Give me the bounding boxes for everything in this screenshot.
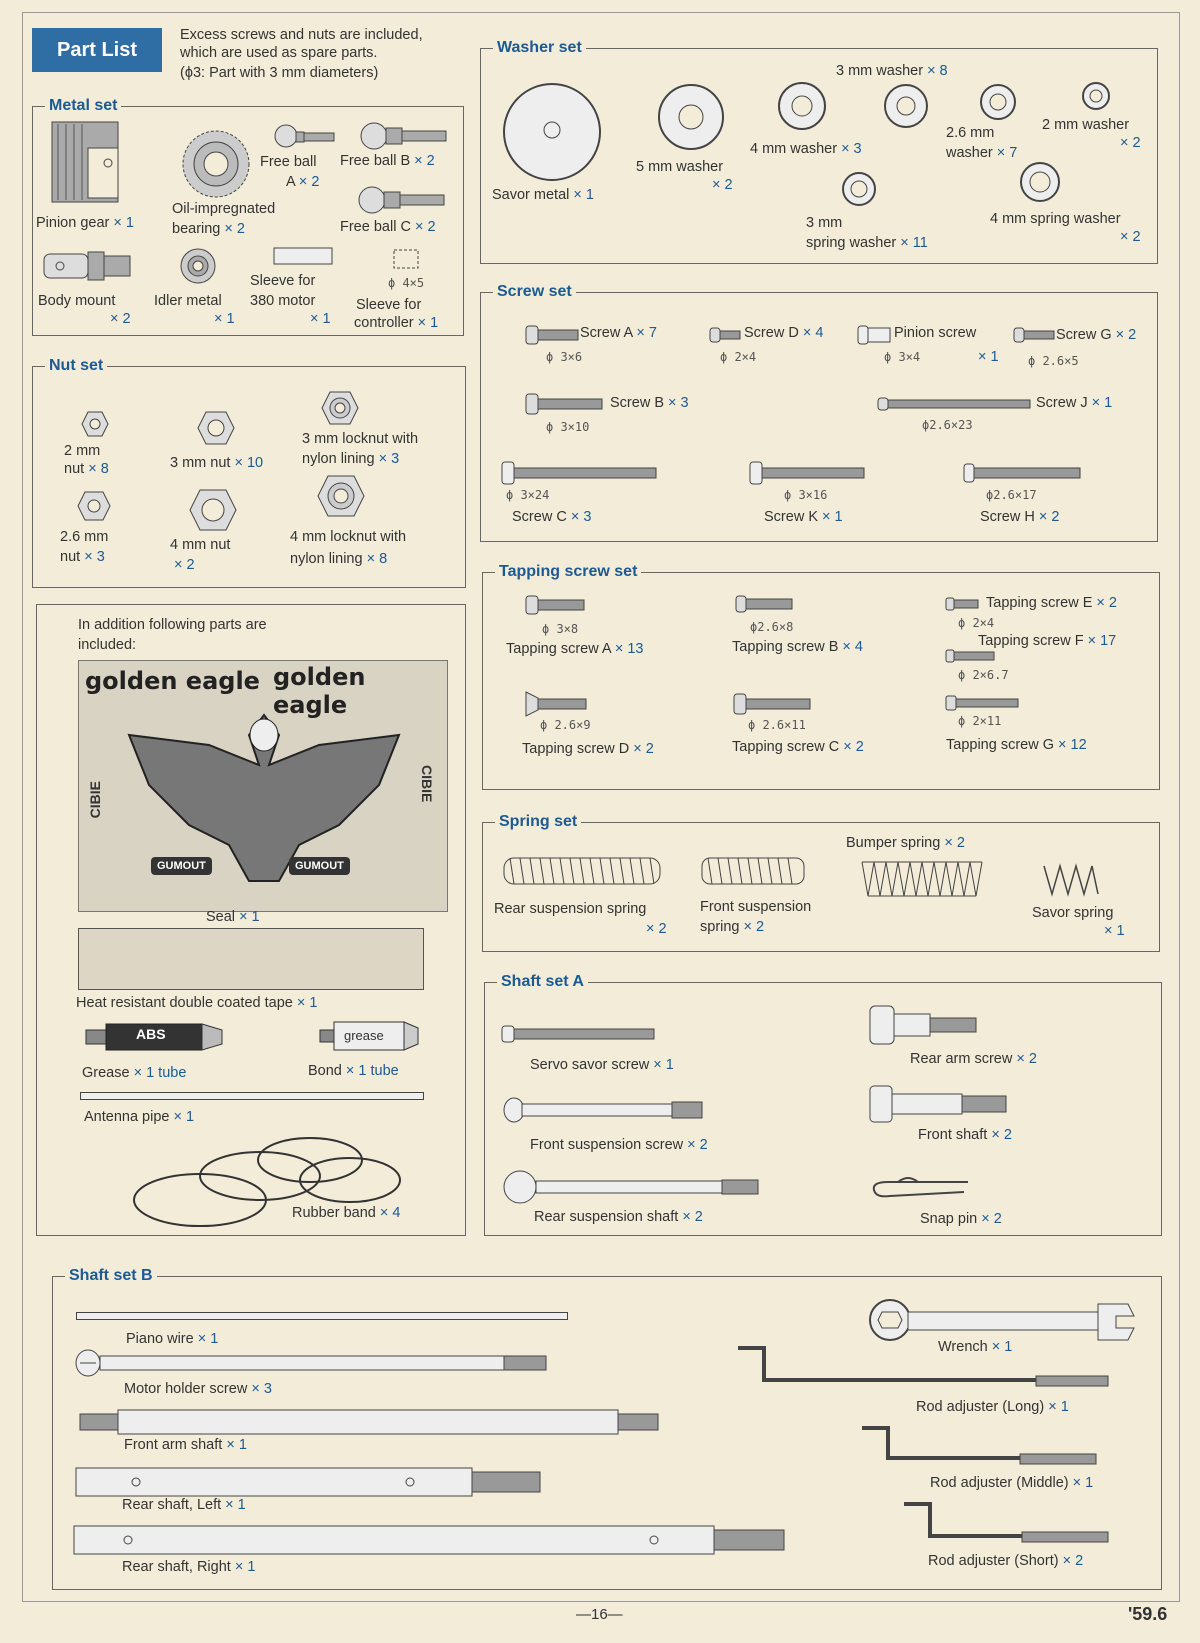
screw-d-icon <box>708 326 742 344</box>
tapping-c-label: Tapping screw C × 2 <box>732 739 864 755</box>
shaft-set-b-title: Shaft set B <box>65 1266 157 1286</box>
tapping-c-dim: ϕ 2.6×11 <box>748 718 806 732</box>
nut-2mm-label-2: nut × 8 <box>64 461 109 477</box>
piano-wire <box>76 1312 568 1320</box>
tapping-f-dim: ϕ 2×6.7 <box>958 668 1009 682</box>
nut-3mm-icon <box>196 410 236 446</box>
nut-26mm-icon <box>76 490 112 522</box>
front-arm-shaft-icon <box>78 1408 662 1436</box>
sleeve-380-qty: × 1 <box>310 311 331 327</box>
screw-b-dim: ϕ 3×10 <box>546 420 590 434</box>
screw-k-label: Screw K × 1 <box>764 509 843 525</box>
page-number: —16— <box>576 1606 623 1623</box>
seal-text-1: golden eagle <box>85 667 260 695</box>
servo-savor-screw-icon <box>500 1024 656 1044</box>
pinion-screw-icon <box>856 324 892 346</box>
tapping-b-label: Tapping screw B × 4 <box>732 639 863 655</box>
screw-a-label: Screw A × 7 <box>580 325 657 341</box>
idler-metal-qty: × 1 <box>214 311 235 327</box>
rod-adjuster-short-icon <box>902 1500 1112 1548</box>
part-list-badge: Part List <box>32 28 162 72</box>
screw-c-label: Screw C × 3 <box>512 509 592 525</box>
seal-brand-right: CIBIE <box>419 765 435 803</box>
free-ball-c-label: Free ball C × 2 <box>340 219 436 235</box>
rod-adjuster-long-label: Rod adjuster (Long) × 1 <box>916 1399 1069 1415</box>
savor-spring-label: Savor spring <box>1032 905 1114 921</box>
screw-g-dim: ϕ 2.6×5 <box>1028 354 1079 368</box>
spring-washer-4mm-label: 4 mm spring washer <box>990 211 1121 227</box>
tapping-d-label: Tapping screw D × 2 <box>522 741 654 757</box>
tapping-e-label: Tapping screw E × 2 <box>986 595 1117 611</box>
rear-shaft-left-icon <box>74 1466 544 1498</box>
locknut-4mm-label-2: nylon lining × 8 <box>290 551 388 567</box>
bond-label: Bond × 1 tube <box>308 1063 399 1079</box>
screw-b-icon <box>524 392 604 416</box>
locknut-3mm-label-2: nylon lining × 3 <box>302 451 400 467</box>
tapping-g-icon <box>944 694 1022 712</box>
sleeve-controller-label-1: Sleeve for <box>356 297 422 313</box>
front-suspension-screw-label: Front suspension screw × 2 <box>530 1137 708 1153</box>
seal-text-2: golden eagle <box>273 663 366 719</box>
tapping-a-label: Tapping screw A × 13 <box>506 641 644 657</box>
washer-4mm-label: 4 mm washer × 3 <box>750 141 862 157</box>
spring-washer-4mm-qty: × 2 <box>1120 229 1141 245</box>
screw-g-label: Screw G × 2 <box>1056 327 1137 343</box>
seal-sheet <box>78 660 448 912</box>
tapping-screw-set-title: Tapping screw set <box>495 562 641 582</box>
tapping-b-dim: ϕ2.6×8 <box>750 620 794 634</box>
metal-set-title: Metal set <box>45 96 121 116</box>
washer-3mm-icon <box>882 82 930 130</box>
tapping-f-icon <box>944 648 996 664</box>
nut-4mm-label: 4 mm nut <box>170 537 231 553</box>
screw-c-icon <box>500 460 658 486</box>
tapping-c-icon <box>732 692 814 716</box>
washer-5mm-label: 5 mm washer <box>636 159 724 175</box>
front-arm-shaft-label: Front arm shaft × 1 <box>124 1437 247 1453</box>
front-suspension-screw-icon <box>502 1096 704 1124</box>
screw-h-dim: ϕ2.6×17 <box>986 488 1037 502</box>
seal-gumout-left: GUMOUT <box>151 857 212 875</box>
screw-k-dim: ϕ 3×16 <box>784 488 828 502</box>
screw-h-label: Screw H × 2 <box>980 509 1060 525</box>
spring-set-title: Spring set <box>495 812 581 832</box>
rear-shaft-right-icon <box>72 1524 788 1556</box>
savor-metal-icon <box>500 80 604 184</box>
washer-set-title: Washer set <box>493 38 586 58</box>
snap-pin-label: Snap pin × 2 <box>920 1211 1002 1227</box>
grease-label: Grease × 1 tube <box>82 1065 187 1081</box>
sleeve-380-label-2: 380 motor <box>250 293 316 309</box>
print-date: '59.6 <box>1128 1604 1168 1624</box>
piano-wire-label: Piano wire × 1 <box>126 1331 219 1347</box>
rear-suspension-spring-icon <box>500 854 664 888</box>
oil-bearing-label-2: bearing × 2 <box>172 221 245 237</box>
front-shaft-label: Front shaft × 2 <box>918 1127 1012 1143</box>
rubber-band-label: Rubber band × 4 <box>292 1205 401 1221</box>
tape-sample <box>78 928 424 990</box>
nut-26mm-label-1: 2.6 mm <box>60 529 109 545</box>
rear-suspension-spring-qty: × 2 <box>646 921 667 937</box>
seal-label: Seal × 1 <box>206 909 260 925</box>
locknut-4mm-label-1: 4 mm locknut with <box>290 529 407 545</box>
abs-label: ABS <box>136 1026 166 1042</box>
rear-suspension-spring-label: Rear suspension spring <box>494 901 647 917</box>
sleeve-controller-dim: ϕ 4×5 <box>388 276 425 290</box>
sleeve-380-icon <box>272 246 336 268</box>
free-ball-b-label: Free ball B × 2 <box>340 153 435 169</box>
front-suspension-spring-label-2: spring × 2 <box>700 919 765 935</box>
screw-d-label: Screw D × 4 <box>744 325 824 341</box>
tape-label: Heat resistant double coated tape × 1 <box>76 995 318 1011</box>
front-suspension-spring-icon <box>698 854 808 888</box>
free-ball-a-label-1: Free ball <box>260 154 317 170</box>
nut-4mm-icon <box>188 488 238 532</box>
pinion-screw-qty: × 1 <box>978 349 999 365</box>
front-shaft-icon <box>868 1084 1010 1124</box>
screw-c-dim: ϕ 3×24 <box>506 488 550 502</box>
screw-j-label: Screw J × 1 <box>1036 395 1113 411</box>
washer-2mm-label: 2 mm washer <box>1042 117 1130 133</box>
body-mount-qty: × 2 <box>110 311 131 327</box>
screw-g-icon <box>1012 326 1056 344</box>
washer-26mm-label-1: 2.6 mm <box>946 125 995 141</box>
tapping-a-icon <box>524 594 588 616</box>
tapping-d-icon <box>524 690 590 718</box>
rear-shaft-left-label: Rear shaft, Left × 1 <box>122 1497 246 1513</box>
antenna-pipe <box>80 1092 424 1100</box>
idler-metal-label: Idler metal <box>154 293 222 309</box>
note-line-2: which are used as spare parts. <box>180 45 378 61</box>
spring-washer-3mm-label-2: spring washer × 11 <box>806 235 928 251</box>
washer-2mm-icon <box>1080 80 1112 112</box>
idler-metal-icon <box>178 246 218 286</box>
tapping-b-icon <box>734 594 796 614</box>
note-line-3: (ϕ3: Part with 3 mm diameters) <box>180 65 379 81</box>
screw-j-icon <box>876 396 1032 412</box>
sleeve-380-label-1: Sleeve for <box>250 273 316 289</box>
snap-pin-icon <box>868 1172 978 1202</box>
tapping-g-label: Tapping screw G × 12 <box>946 737 1087 753</box>
tapping-g-dim: ϕ 2×11 <box>958 714 1002 728</box>
screw-j-dim: ϕ2.6×23 <box>922 418 973 432</box>
tapping-e-dim: ϕ 2×4 <box>958 616 995 630</box>
free-ball-c-icon <box>356 182 452 218</box>
body-mount-icon <box>40 246 136 286</box>
tapping-f-label: Tapping screw F × 17 <box>978 633 1117 649</box>
rod-adjuster-middle-label: Rod adjuster (Middle) × 1 <box>930 1475 1094 1491</box>
nut-4mm-qty: × 2 <box>174 557 195 573</box>
shaft-set-a-title: Shaft set A <box>497 972 588 992</box>
bumper-spring-icon <box>858 856 990 902</box>
savor-spring-qty: × 1 <box>1104 923 1125 939</box>
rear-shaft-right-label: Rear shaft, Right × 1 <box>122 1559 256 1575</box>
screw-set-title: Screw set <box>493 282 576 302</box>
rod-adjuster-short-label: Rod adjuster (Short) × 2 <box>928 1553 1084 1569</box>
note-line-1: Excess screws and nuts are included, <box>180 27 423 43</box>
seal-gumout-right: GUMOUT <box>289 857 350 875</box>
washer-5mm-icon <box>656 82 726 152</box>
spring-washer-3mm-label-1: 3 mm <box>806 215 843 231</box>
tapping-d-dim: ϕ 2.6×9 <box>540 718 591 732</box>
screw-a-icon <box>524 324 580 346</box>
oil-bearing-icon <box>180 128 252 200</box>
servo-savor-screw-label: Servo savor screw × 1 <box>530 1057 674 1073</box>
free-ball-a-label-2: A × 2 <box>286 174 320 190</box>
screw-a-dim: ϕ 3×6 <box>546 350 583 364</box>
locknut-4mm-icon <box>316 474 366 518</box>
locknut-3mm-label-1: 3 mm locknut with <box>302 431 419 447</box>
pinion-screw-label: Pinion screw <box>894 325 977 341</box>
pinion-gear-label: Pinion gear × 1 <box>36 215 134 231</box>
washer-5mm-qty: × 2 <box>712 177 733 193</box>
seal-brand-left: CIBIE <box>87 781 103 819</box>
nut-2mm-icon <box>80 410 110 438</box>
antenna-label: Antenna pipe × 1 <box>84 1109 195 1125</box>
washer-3mm-label: 3 mm washer × 8 <box>836 63 948 79</box>
motor-holder-screw-label: Motor holder screw × 3 <box>124 1381 272 1397</box>
rear-arm-screw-icon <box>868 1004 980 1046</box>
tapping-a-dim: ϕ 3×8 <box>542 622 579 636</box>
rear-suspension-shaft-label: Rear suspension shaft × 2 <box>534 1209 703 1225</box>
free-ball-b-icon <box>358 118 454 154</box>
nut-2mm-label-1: 2 mm <box>64 443 101 459</box>
rod-adjuster-long-icon <box>736 1344 1112 1394</box>
rear-arm-screw-label: Rear arm screw × 2 <box>910 1051 1037 1067</box>
oil-bearing-label-1: Oil-impregnated <box>172 201 276 217</box>
free-ball-a-icon <box>272 120 342 154</box>
extras-intro-1: In addition following parts are <box>78 617 267 633</box>
washer-4mm-icon <box>776 80 828 132</box>
savor-spring-icon <box>1040 858 1104 898</box>
washer-26mm-icon <box>978 82 1018 122</box>
screw-k-icon <box>748 460 866 486</box>
nut-3mm-label: 3 mm nut × 10 <box>170 455 264 471</box>
washer-26mm-label-2: washer × 7 <box>946 145 1018 161</box>
nut-set-title: Nut set <box>45 356 107 376</box>
body-mount-label: Body mount <box>38 293 116 309</box>
sleeve-controller-label-2: controller × 1 <box>354 315 439 331</box>
wrench-label: Wrench × 1 <box>938 1339 1013 1355</box>
bumper-spring-label: Bumper spring × 2 <box>846 835 965 851</box>
locknut-3mm-icon <box>320 390 360 426</box>
grease-tube-label: grease <box>344 1028 384 1043</box>
pinion-screw-dim: ϕ 3×4 <box>884 350 921 364</box>
extras-intro-2: included: <box>78 637 137 653</box>
screw-b-label: Screw B × 3 <box>610 395 689 411</box>
nut-26mm-label-2: nut × 3 <box>60 549 105 565</box>
spring-washer-3mm-icon <box>840 170 878 208</box>
savor-metal-label: Savor metal × 1 <box>492 187 594 203</box>
front-suspension-spring-label-1: Front suspension <box>700 899 812 915</box>
motor-holder-screw-icon <box>74 1348 550 1378</box>
rod-adjuster-middle-icon <box>860 1424 1100 1470</box>
screw-h-icon <box>962 462 1082 484</box>
washer-2mm-qty: × 2 <box>1120 135 1141 151</box>
spring-washer-4mm-icon <box>1018 160 1062 204</box>
sleeve-controller-icon <box>392 248 422 272</box>
tapping-e-icon <box>944 596 980 612</box>
pinion-gear-icon <box>48 118 124 210</box>
rear-suspension-shaft-icon <box>502 1168 762 1206</box>
screw-d-dim: ϕ 2×4 <box>720 350 757 364</box>
